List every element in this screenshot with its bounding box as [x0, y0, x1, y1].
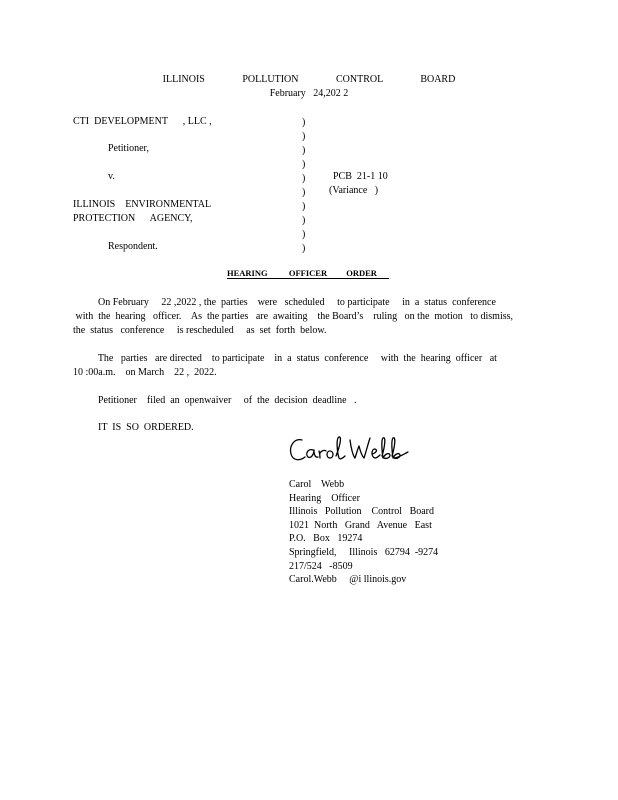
signature-block: [289, 478, 438, 587]
caption-paren: ): [302, 159, 306, 170]
caption-paren: ): [302, 187, 306, 198]
board-title: ILLINOIS POLLUTION CONTROL BOARD: [162, 74, 456, 85]
case-type: (Variance ): [329, 185, 379, 196]
signer-title: Hearing Officer: [289, 492, 360, 504]
signer-organization: Illinois Pollution Control Board: [289, 506, 435, 518]
paragraph-line: 10 :00a.m. on March 22 , 2022.: [73, 367, 217, 378]
respondent-name-line2: PROTECTION AGENCY,: [73, 213, 193, 224]
caption-paren: ): [302, 173, 306, 184]
caption-paren: ): [302, 131, 306, 142]
caption-divider: [302, 116, 305, 256]
respondent-name-line1: ILLINOIS ENVIRONMENTAL: [73, 199, 212, 210]
order-heading: HEARING OFFICER ORDER: [227, 269, 389, 279]
signer-phone: 217/524 -8509: [289, 560, 353, 572]
paragraph-line: Petitioner filed an openwaiver of the decision deadline .: [73, 395, 357, 406]
caption-paren: ): [302, 229, 306, 240]
petitioner-name: CTI DEVELOPMENT , LLC ,: [73, 116, 212, 127]
paragraph-line: with the hearing officer. As the parties are awaiting the Board’s ruling on the motion to dismiss,: [73, 311, 514, 322]
respondent-label: Respondent.: [108, 241, 158, 252]
versus-label: v.: [108, 171, 115, 182]
handwritten-signature: [286, 432, 416, 472]
paragraph-directive: [73, 352, 543, 380]
signer-email: Carol.Webb @i llinois.gov: [289, 574, 407, 586]
address-street: 1021 North Grand Avenue East: [289, 519, 432, 531]
caption-paren: ): [302, 243, 306, 254]
address-po-box: P.O. Box 19274: [289, 533, 363, 545]
order-date: February 24,202 2: [269, 88, 349, 99]
caption-paren: ): [302, 215, 306, 226]
paragraph-scheduling: [73, 296, 543, 338]
paragraph-waiver: [73, 394, 543, 408]
paragraph-line: The parties are directed to participate in a status conference with the hearing officer at: [73, 353, 497, 364]
caption-paren: ): [302, 145, 306, 156]
caption-paren: ): [302, 201, 306, 212]
caption-paren: ): [302, 117, 306, 128]
case-number: PCB 21-1 10: [333, 171, 388, 182]
signer-name: Carol Webb: [289, 479, 345, 490]
paragraph-line: IT IS SO ORDERED.: [73, 422, 194, 433]
paragraph-line: On February 22 ,2022 , the parties were scheduled to participate in a status conference: [73, 297, 496, 308]
paragraph-line: the status conference is rescheduled as set forth below.: [73, 325, 327, 336]
petitioner-label: Petitioner,: [108, 143, 149, 154]
address-city: Springfield, Illinois 62794 -9274: [289, 546, 439, 558]
